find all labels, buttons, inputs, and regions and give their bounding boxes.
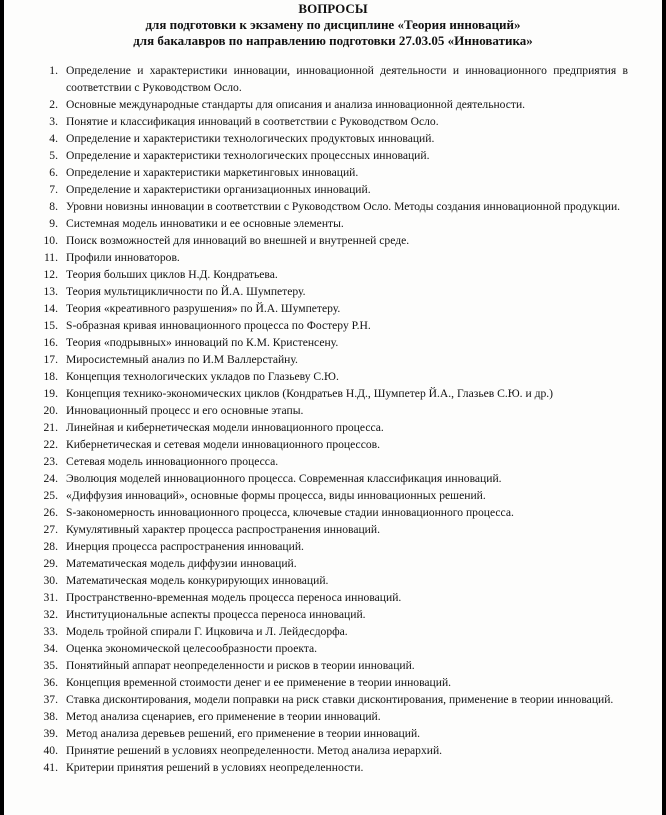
question-text: Понятийный аппарат неопределенности и рисков в теории инноваций. xyxy=(66,659,415,672)
question-number: 5. xyxy=(49,149,58,162)
question-text: Концепция технологических укладов по Глазьеву С.Ю. xyxy=(66,370,339,383)
question-text: «Диффузия инноваций», основные формы процесса, виды инновационных решений. xyxy=(66,489,486,502)
question-item xyxy=(36,368,628,385)
question-text: Сетевая модель инновационного процесса. xyxy=(66,455,279,468)
question-item xyxy=(36,487,628,504)
question-item xyxy=(36,130,628,147)
question-number: 33. xyxy=(43,625,58,638)
question-number: 9. xyxy=(49,217,58,230)
question-text: Инерция процесса распространения инноваций. xyxy=(66,540,304,553)
question-item xyxy=(36,470,628,487)
question-item xyxy=(36,113,628,130)
question-text: Теория «креативного разрушения» по Й.А. Шумпетеру. xyxy=(66,302,341,315)
question-number: 28. xyxy=(43,540,58,553)
question-number: 34. xyxy=(43,642,58,655)
question-item xyxy=(36,538,628,555)
question-item xyxy=(36,504,628,521)
question-text: Модель тройной спирали Г. Ицковича и Л. Лейдесдорфа. xyxy=(66,625,348,638)
question-item xyxy=(36,436,628,453)
question-text: Математическая модель конкурирующих инноваций. xyxy=(66,574,329,587)
question-number: 37. xyxy=(43,693,58,706)
questions-list xyxy=(36,62,628,776)
question-text: Кибернетическая и сетевая модели инновационного процессов. xyxy=(66,438,381,451)
question-text: Пространственно-временная модель процесса переноса инноваций. xyxy=(66,591,402,604)
question-text: Миросистемный анализ по И.М Валлерстайну. xyxy=(66,353,298,366)
question-number: 8. xyxy=(49,200,58,213)
question-item xyxy=(36,215,628,232)
question-text: Теория «подрывных» инноваций по К.М. Кристенсену. xyxy=(66,336,339,349)
question-text: Кумулятивный характер процесса распространения инноваций. xyxy=(66,523,380,536)
question-item xyxy=(36,691,628,708)
question-text: Теория больших циклов Н.Д. Кондратьева. xyxy=(66,268,278,281)
question-number: 41. xyxy=(43,761,58,774)
question-item xyxy=(36,283,628,300)
question-number: 16. xyxy=(43,336,58,349)
question-text: Теория мультицикличности по Й.А. Шумпетеру. xyxy=(66,285,306,298)
question-number: 25. xyxy=(43,489,58,502)
question-number: 14. xyxy=(43,302,58,315)
document-page xyxy=(4,0,662,815)
question-text: Метод анализа деревьев решений, его применение в теории инноваций. xyxy=(66,727,421,740)
question-number: 36. xyxy=(43,676,58,689)
question-number: 40. xyxy=(43,744,58,757)
question-number: 39. xyxy=(43,727,58,740)
question-number: 38. xyxy=(43,710,58,723)
question-number: 26. xyxy=(43,506,58,519)
question-number: 18. xyxy=(43,370,58,383)
question-text: Концепция технико-экономических циклов (Кондратьев Н.Д., Шумпетер Й.А., Глазьев С.Ю. и др.) xyxy=(66,387,554,400)
question-item xyxy=(36,521,628,538)
question-text: Институциональные аспекты процесса переноса инноваций. xyxy=(66,608,366,621)
question-item xyxy=(36,419,628,436)
question-item xyxy=(36,759,628,776)
question-number: 20. xyxy=(43,404,58,417)
question-item xyxy=(36,674,628,691)
question-number: 7. xyxy=(49,183,58,196)
question-number: 31. xyxy=(43,591,58,604)
question-text: Математическая модель диффузии инноваций. xyxy=(66,557,297,570)
question-item xyxy=(36,572,628,589)
question-number: 32. xyxy=(43,608,58,621)
question-text: Определение и характеристики инновации, инновационной деятельности и инновационного предприятия в соответствии с Руководством Осло. xyxy=(66,64,628,94)
question-item xyxy=(36,181,628,198)
question-item xyxy=(36,555,628,572)
question-text: Определение и характеристики маркетинговых инноваций. xyxy=(66,166,359,179)
question-item xyxy=(36,742,628,759)
question-number: 15. xyxy=(43,319,58,332)
question-text: Определение и характеристики технологических продуктовых инноваций. xyxy=(66,132,435,145)
question-number: 12. xyxy=(43,268,58,281)
question-text: Профили инноваторов. xyxy=(66,251,180,264)
question-number: 35. xyxy=(43,659,58,672)
question-text: Инновационный процесс и его основные этапы. xyxy=(66,404,304,417)
question-text: Уровни новизны инновации в соответствии с Руководством Осло. Методы создания инновационной продукции. xyxy=(66,200,621,213)
question-number: 21. xyxy=(43,421,58,434)
header-subtitle-program: для бакалавров по направлению подготовки 27.03.05 «Инноватика» xyxy=(133,33,533,48)
question-number: 11. xyxy=(43,251,58,264)
question-item xyxy=(36,232,628,249)
question-text: Поиск возможностей для инноваций во внешней и внутренней среде. xyxy=(66,234,410,247)
question-item xyxy=(36,385,628,402)
question-text: Линейная и кибернетическая модели инновационного процесса. xyxy=(66,421,384,434)
question-item xyxy=(36,147,628,164)
question-text: Концепция временной стоимости денег и ее применение в теории инноваций. xyxy=(66,676,452,689)
question-text: Оценка экономической целесообразности проекта. xyxy=(66,642,318,655)
question-text: Принятие решений в условиях неопределенности. Метод анализа иерархий. xyxy=(66,744,443,757)
question-text: Определение и характеристики технологических процессных инноваций. xyxy=(66,149,430,162)
question-number: 6. xyxy=(49,166,58,179)
question-item xyxy=(36,708,628,725)
question-number: 29. xyxy=(43,557,58,570)
question-text: Эволюция моделей инновационного процесса. Современная классификация инноваций. xyxy=(66,472,502,485)
question-text: Системная модель инноватики и ее основные элементы. xyxy=(66,217,344,230)
question-number: 30. xyxy=(43,574,58,587)
document-header xyxy=(4,0,662,49)
document-title: ВОПРОСЫ xyxy=(298,1,368,16)
question-text: Понятие и классификация инноваций в соответствии с Руководством Осло. xyxy=(66,115,439,128)
question-item xyxy=(36,402,628,419)
question-item xyxy=(36,453,628,470)
question-item xyxy=(36,96,628,113)
question-number: 4. xyxy=(49,132,58,145)
question-item xyxy=(36,657,628,674)
question-number: 13. xyxy=(43,285,58,298)
question-item xyxy=(36,606,628,623)
question-item xyxy=(36,725,628,742)
question-number: 24. xyxy=(43,472,58,485)
header-subtitle-discipline: для подготовки к экзамену по дисциплине «Теория инноваций» xyxy=(145,17,521,32)
question-item xyxy=(36,317,628,334)
question-text: Метод анализа сценариев, его применение в теории инноваций. xyxy=(66,710,381,723)
question-item xyxy=(36,164,628,181)
question-number: 1. xyxy=(49,64,58,77)
question-text: S-закономерность инновационного процесса, ключевые стадии инновационного процесса. xyxy=(66,506,514,519)
question-item xyxy=(36,62,628,96)
question-number: 27. xyxy=(43,523,58,536)
question-number: 3. xyxy=(49,115,58,128)
question-number: 22. xyxy=(43,438,58,451)
question-number: 17. xyxy=(43,353,58,366)
question-item xyxy=(36,623,628,640)
question-item xyxy=(36,266,628,283)
question-number: 19. xyxy=(43,387,58,400)
question-text: S-образная кривая инновационного процесса по Фостеру Р.Н. xyxy=(66,319,371,332)
question-number: 23. xyxy=(43,455,58,468)
question-item xyxy=(36,198,628,215)
question-number: 10. xyxy=(43,234,58,247)
question-text: Ставка дисконтирования, модели поправки на риск ставки дисконтирования, применение в теории инноваций. xyxy=(66,693,614,706)
question-text: Определение и характеристики организационных инноваций. xyxy=(66,183,371,196)
question-text: Основные международные стандарты для описания и анализа инновационной деятельности. xyxy=(66,98,526,111)
question-item xyxy=(36,640,628,657)
question-item xyxy=(36,351,628,368)
question-text: Критерии принятия решений в условиях неопределенности. xyxy=(66,761,364,774)
question-item xyxy=(36,589,628,606)
question-number: 2. xyxy=(49,98,58,111)
question-item xyxy=(36,249,628,266)
question-item xyxy=(36,334,628,351)
question-item xyxy=(36,300,628,317)
